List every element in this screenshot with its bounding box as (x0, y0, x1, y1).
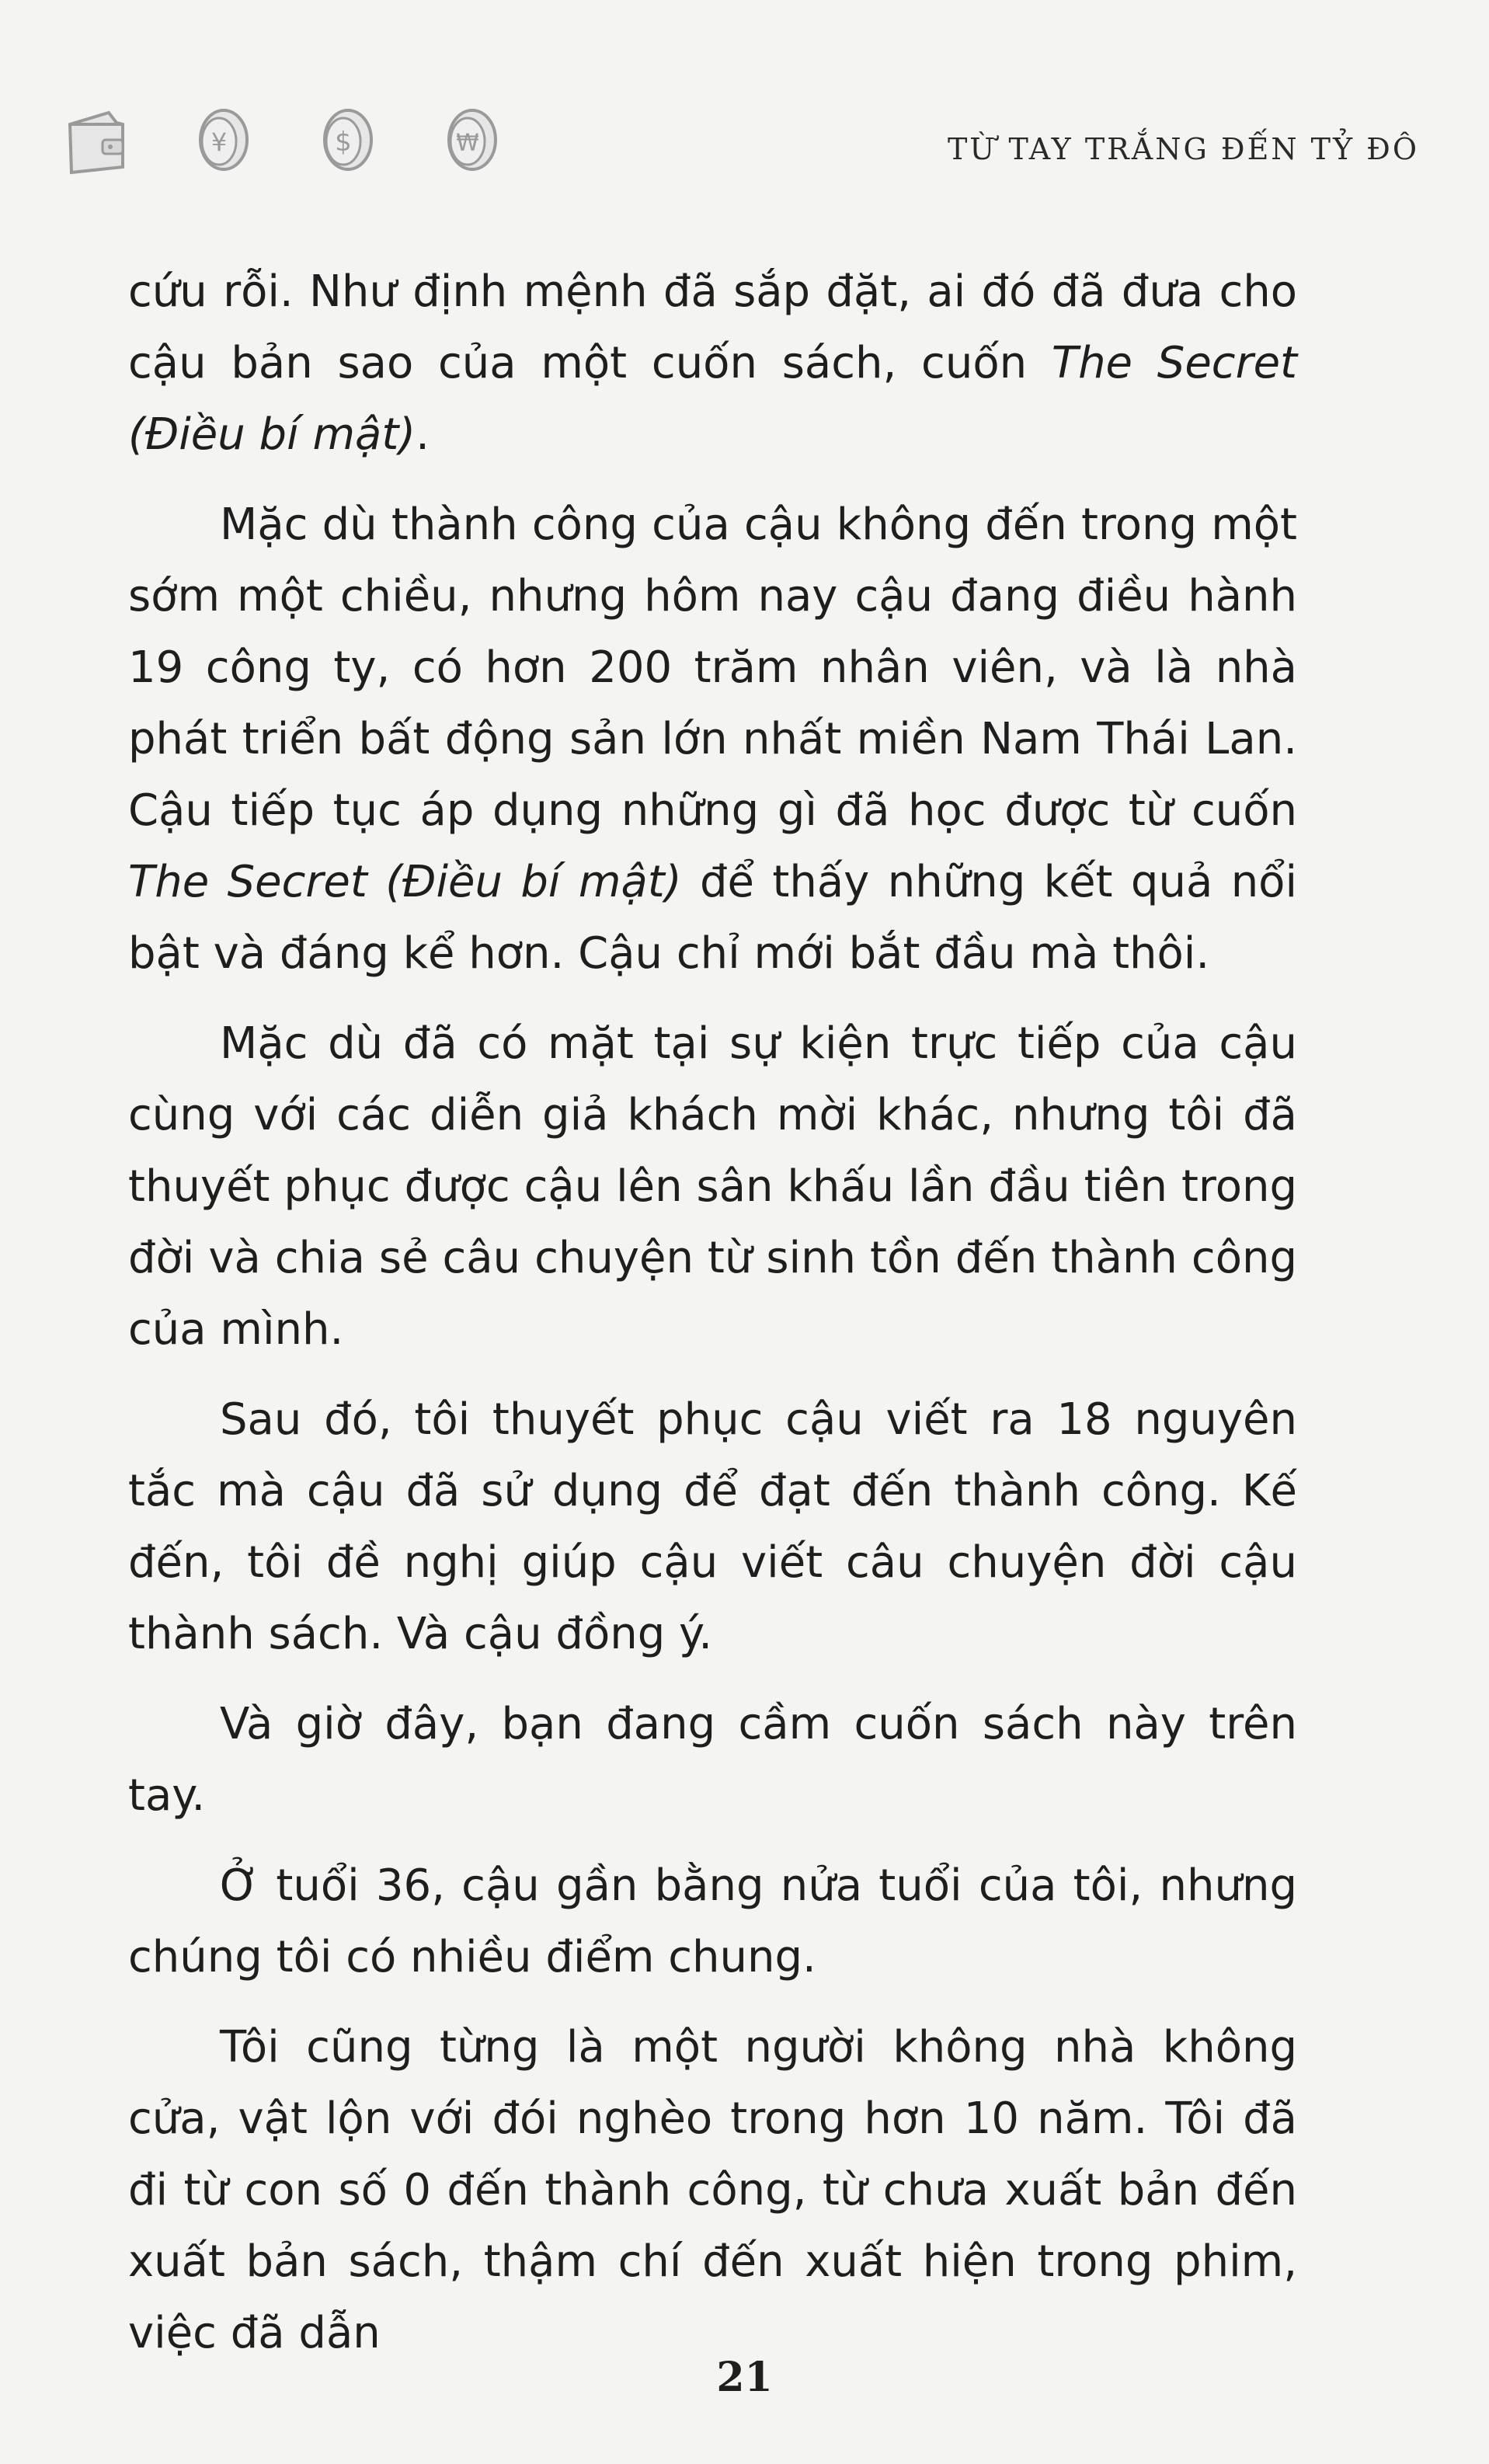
paragraph-1-text-b: . (416, 409, 430, 460)
body-text (128, 256, 1297, 2388)
coin-icon (186, 101, 256, 179)
svg-text:¥: ¥ (210, 127, 228, 157)
page-number: 21 (716, 2354, 773, 2401)
book-title: The Secret (Điều bí mật) (128, 857, 682, 907)
paragraph-5: Và giờ đây, bạn đang cầm cuốn sách này trên tay. (128, 1699, 1297, 1821)
running-title: TỪ TAY TRẮNG ĐẾN TỶ ĐÔ (948, 132, 1419, 166)
paragraph-3: Mặc dù đã có mặt tại sự kiện trực tiếp của cậu cùng với các diễn giả khách mời khác, nhưng tôi đã thuyết phục được cậu lên sân khấu lần đầu tiên trong đời và chia sẻ câu chuyện từ sinh tồn đến thành công của mình. (128, 1018, 1297, 1355)
paragraph-2-text-a: Mặc dù thành công của cậu không đến trong một sớm một chiều, nhưng hôm nay cậu đang điều hành 19 công ty, có hơn 200 trăm nhân viên, và là nhà phát triển bất động sản lớn nhất miền Nam Thái Lan. Cậu tiếp tục áp dụng những gì đã học được từ cuốn (128, 499, 1297, 836)
money-coin-icon (435, 101, 505, 179)
paragraph-1-text-a: cứu rỗi. Như định mệnh đã sắp đặt, ai đó đã đưa cho cậu bản sao của một cuốn sách, cuốn (128, 266, 1297, 388)
page-header (62, 101, 1419, 194)
wallet-icon (62, 101, 132, 179)
paragraph-2 (128, 489, 1297, 990)
book-title: The Secret (Điều bí mật) (128, 338, 1298, 460)
dollar-coin-icon (311, 101, 381, 179)
svg-text:₩: ₩ (456, 130, 479, 157)
paragraph-1 (128, 256, 1297, 471)
header-icons (62, 101, 505, 179)
svg-text:$: $ (335, 127, 352, 158)
paragraph-7: Tôi cũng từng là một người không nhà không cửa, vật lộn với đói nghèo trong hơn 10 năm. Tôi đã đi từ con số 0 đến thành công, từ chưa xuất bản đến xuất bản sách, thậm chí đến xuất hiện trong phim, việc đã dẫn (128, 2022, 1297, 2358)
paragraph-4: Sau đó, tôi thuyết phục cậu viết ra 18 nguyên tắc mà cậu đã sử dụng để đạt đến thành công. Kế đến, tôi đề nghị giúp cậu viết câu chuyện đời cậu thành sách. Và cậu đồng ý. (128, 1394, 1297, 1659)
paragraph-6: Ở tuổi 36, cậu gần bằng nửa tuổi của tôi, nhưng chúng tôi có nhiều điểm chung. (128, 1860, 1297, 1982)
paragraph-2-text-b: để thấy những kết quả nổi bật và đáng kể hơn. Cậu chỉ mới bắt đầu mà thôi. (128, 857, 1298, 979)
